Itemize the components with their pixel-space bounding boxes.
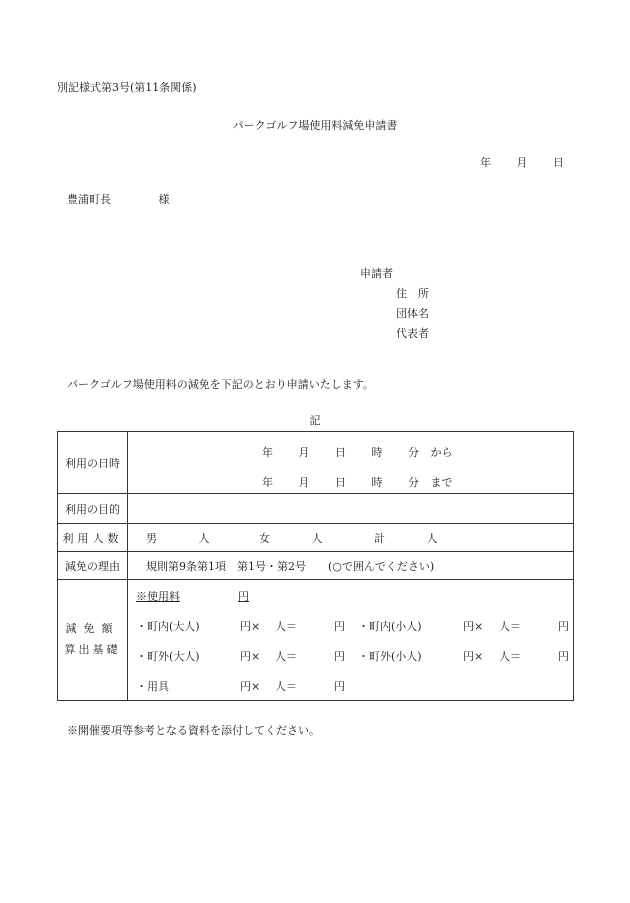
date-month: 月 [516,156,528,169]
from-month: 月 [298,446,310,459]
datetime-to [262,474,453,490]
ki-heading: 記 [309,414,321,427]
female-unit: 人 [311,531,323,545]
calc-field[interactable] [128,580,574,701]
calc-total: 円 [334,680,345,693]
date-line [480,157,564,168]
calc-item: ・町外(小人) [358,650,422,663]
calc-item: ・町内(大人) [136,620,200,633]
addressee-name: 豊浦町長 [67,193,111,206]
calc-item: ・町外(大人) [136,650,200,663]
applicant-representative-label: 代表者 [396,327,429,340]
addressee-honorific: 様 [158,193,170,206]
count-field[interactable] [128,524,574,552]
calc-yen: 円× [463,650,484,663]
to-year: 年 [262,476,273,489]
attachment-note: ※開催要項等参考となる資料を添付してください。 [67,724,320,737]
male-label: 男 [146,531,157,545]
datetime-label: 利用の日時 [58,432,128,494]
calc-total: 円 [334,650,345,663]
calc-people: 人＝ [275,620,297,633]
to-month: 月 [298,476,310,489]
calc-total: 円 [334,620,345,633]
calc-item: ・用具 [136,680,169,693]
from-year: 年 [262,446,273,459]
from-day: 日 [335,446,346,459]
calc-people: 人＝ [275,650,297,663]
calc-label-line2: 算出基礎 [64,643,121,656]
calc-label [58,580,128,701]
calc-total: 円 [558,620,569,633]
female-label: 女 [259,531,270,545]
calc-people: 人＝ [499,650,521,663]
to-hour: 時 [371,476,383,489]
from-hour: 時 [371,446,383,459]
application-table [57,431,574,701]
to-suffix: まで [430,476,453,489]
applicant-block [360,268,429,348]
addressee [67,194,170,205]
to-day: 日 [335,476,346,489]
calc-label-line1: 減免額 [65,622,120,636]
total-label: 計 [374,531,385,545]
purpose-field[interactable] [128,494,574,524]
male-unit: 人 [198,531,210,545]
applicant-address-label: 住 所 [396,287,429,300]
from-minute: 分 [408,446,419,459]
calc-total: 円 [558,650,569,663]
calc-yen: 円× [240,650,261,663]
to-minute: 分 [408,476,419,489]
count-label: 利用人数 [58,524,128,552]
calc-item: ・町内(小人) [358,620,422,633]
applicant-group-label: 団体名 [396,307,429,320]
calc-yen: 円× [240,680,261,693]
total-unit: 人 [426,531,438,545]
reason-label: 減免の理由 [58,552,128,580]
document-title: パークゴルフ場使用料減免申請書 [232,119,398,132]
purpose-label: 利用の目的 [58,494,128,524]
from-suffix: から [430,446,453,459]
datetime-from [262,444,453,460]
date-year: 年 [480,156,491,169]
reason-field[interactable]: 規則第9条第1項 第1号・第2号 (○で囲んでください) [128,552,574,580]
datetime-row [58,432,574,494]
applicant-label: 申請者 [360,267,393,280]
calc-people: 人＝ [499,620,521,633]
fee-label: ※使用料 円 [136,590,249,603]
purpose-row [58,494,574,524]
calc-people: 人＝ [275,680,297,693]
count-row [58,524,574,552]
calc-row [58,580,574,701]
date-day: 日 [553,156,564,169]
datetime-field[interactable] [128,432,574,494]
request-statement: パークゴルフ場使用料の減免を下記のとおり申請いたします。 [67,378,374,391]
reason-row [58,552,574,580]
fee-heading [136,588,249,604]
calc-yen: 円× [463,620,484,633]
calc-yen: 円× [240,620,261,633]
form-number: 別記様式第3号(第11条関係) [57,81,197,94]
